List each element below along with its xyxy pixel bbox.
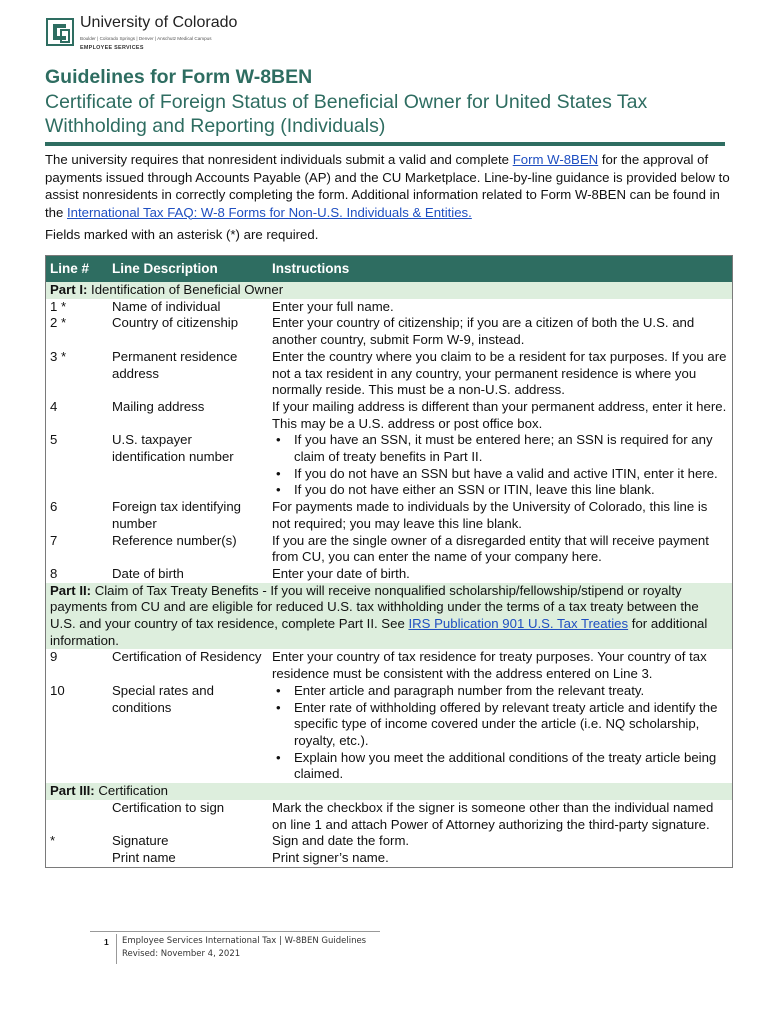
line-number: 1 * <box>50 298 67 314</box>
university-name: University of Colorado <box>80 14 238 31</box>
line-description: Country of citizenship <box>112 315 239 331</box>
page-title: Guidelines for Form W-8BEN <box>45 66 313 88</box>
footer-divider <box>90 931 380 932</box>
table-row <box>46 299 733 316</box>
list-item: • Explain how you meet the additional conditions of the treaty article being claimed. <box>294 750 728 783</box>
part-2-label: Part II: <box>50 582 92 598</box>
part-2-row <box>46 583 733 650</box>
list-item: • If you do not have an SSN but have a valid and active ITIN, enter it here. <box>294 466 728 483</box>
col-header-instructions: Instructions <box>268 256 733 283</box>
page-number: 1 <box>104 937 109 947</box>
line-description: Date of birth <box>112 565 184 581</box>
line-description: Certification to sign <box>112 799 225 815</box>
table-row <box>46 850 733 867</box>
line-description: U.S. taxpayer identification number <box>112 432 234 465</box>
table-row <box>46 399 733 432</box>
part-1-row <box>46 282 733 299</box>
list-item: • If you do not have either an SSN or ITIN, leave this line blank. <box>294 482 728 499</box>
guidelines-table <box>45 255 733 868</box>
line-instructions: Enter your country of citizenship; if you are a citizen of both the U.S. and another country, submit Form W-9, instead. <box>272 315 695 348</box>
table-row <box>46 800 733 833</box>
line-number: 4 <box>50 398 58 414</box>
line-instructions: Enter your full name. <box>272 298 394 314</box>
line-instructions: Enter the country where you claim to be a resident for tax purposes. If you are not a tax resident in any country, your permanent residence is where you normally reside. This must be a non-U.S. address. <box>272 348 727 398</box>
page-subtitle: Certificate of Foreign Status of Beneficial Owner for United States Tax Withholding and Reporting (Individuals) <box>45 91 648 137</box>
form-w8ben-link[interactable]: Form W-8BEN <box>512 152 599 167</box>
part-3-row <box>46 783 733 800</box>
table-row <box>46 683 733 783</box>
part-2-text-after: for additional information. <box>50 616 708 648</box>
line-number: 6 <box>50 499 58 515</box>
line-description: Certification of Residency <box>112 649 262 665</box>
table-row <box>46 349 733 399</box>
line-number <box>46 850 109 867</box>
line-description: Special rates and conditions <box>112 682 214 715</box>
table-row <box>46 315 733 348</box>
intro-text-1: The university requires that nonresident individuals submit a valid and complete <box>45 152 513 167</box>
col-header-description: Line Description <box>108 256 268 283</box>
line-number: 7 <box>50 532 58 548</box>
line-instructions: For payments made to individuals by the University of Colorado, this line is not required; you may leave this line blank. <box>272 499 708 531</box>
table-row <box>46 432 733 499</box>
part-3-label: Part III: <box>50 783 95 799</box>
list-item: • Enter article and paragraph number from the relevant treaty. <box>294 683 728 700</box>
title-divider <box>45 142 725 146</box>
line-description: Mailing address <box>112 398 205 414</box>
table-row <box>46 833 733 850</box>
line-number <box>46 800 109 833</box>
line-number: 10 <box>50 682 65 698</box>
cu-logo-icon <box>46 18 74 46</box>
table-row <box>46 566 733 583</box>
footer-text <box>122 935 366 961</box>
department-name: EMPLOYEE SERVICES <box>80 45 144 51</box>
line-description: Signature <box>112 833 169 849</box>
line-description: Print name <box>112 849 176 865</box>
line-instructions: Print signer’s name. <box>272 849 389 865</box>
required-note: Fields marked with an asterisk (*) are required. <box>45 227 319 242</box>
campus-list: Boulder | Colorado Springs | Denver | Anschutz Medical Campus <box>80 36 212 41</box>
line-number: 2 * <box>50 315 67 331</box>
international-tax-faq-link[interactable]: International Tax FAQ: W-8 Forms for Non-U.S. Individuals & Entities. <box>67 204 472 220</box>
line-instructions: Enter your date of birth. <box>272 565 410 581</box>
table-row <box>46 499 733 532</box>
table-header-row <box>46 256 733 283</box>
line-instructions: Sign and date the form. <box>272 833 410 849</box>
line-description: Permanent residence address <box>112 348 238 381</box>
line-instructions <box>268 683 733 783</box>
footer-separator <box>116 934 117 964</box>
table-row <box>46 533 733 566</box>
part-1-title: Identification of Beneficial Owner <box>91 282 284 297</box>
line-number: 3 * <box>50 348 67 364</box>
part-2-text: Claim of Tax Treaty Benefits - If you will receive nonqualified scholarship/fellowship/stipend or royalty payments from CU and are eligible for reduced U.S. tax withholding under the terms of a tax treaty between the U.S. and your country of tax residence, complete Part II. See <box>50 582 699 632</box>
intro-text-2: for the approval of payments issued through Accounts Payable (AP) and the CU Marketplace. Line-by-line guidance is provided below to assist nonresidents in correctly completing the form. Additional information related to Form W-8BEN can be found in the <box>45 152 730 220</box>
intro-paragraph <box>45 151 735 221</box>
list-item: • If you have an SSN, it must be entered here; an SSN is required for any claim of treaty benefits in Part II. <box>294 432 728 465</box>
line-number: 5 <box>50 432 58 448</box>
line-instructions: Mark the checkbox if the signer is someone other than the individual named on line 1 and attach Power of Attorney authorizing the third-party signature. <box>272 799 714 832</box>
list-item: • Enter rate of withholding offered by relevant treaty article and identify the specific type of income covered under the article (i.e. NQ scholarship, royalty, etc.). <box>294 700 728 750</box>
irs-publication-901-link[interactable]: IRS Publication 901 U.S. Tax Treaties <box>408 616 629 632</box>
line-instructions: If your mailing address is different than your permanent address, enter it here. This may be a U.S. address or post office box. <box>272 398 727 431</box>
table-row <box>46 649 733 682</box>
line-description: Foreign tax identifying number <box>112 499 242 531</box>
line-instructions <box>268 432 733 499</box>
footer-line-1: Employee Services International Tax | W-8BEN Guidelines <box>122 936 367 946</box>
line-number: 9 <box>50 649 58 665</box>
part-1-label: Part I: <box>50 282 88 297</box>
line-description: Name of individual <box>112 298 221 314</box>
line-instructions: Enter your country of tax residence for treaty purposes. Your country of tax residence must be consistent with the address entered on Line 3. <box>272 649 707 682</box>
footer-line-2: Revised: November 4, 2021 <box>122 949 241 959</box>
part-3-title: Certification <box>98 783 169 799</box>
line-instructions: If you are the single owner of a disregarded entity that will receive payment from CU, you can enter the name of your company here. <box>272 532 709 565</box>
col-header-line: Line # <box>46 256 109 283</box>
line-description: Reference number(s) <box>112 532 237 548</box>
line-number: * <box>50 833 56 849</box>
header <box>46 14 346 58</box>
line-number: 8 <box>50 565 58 581</box>
